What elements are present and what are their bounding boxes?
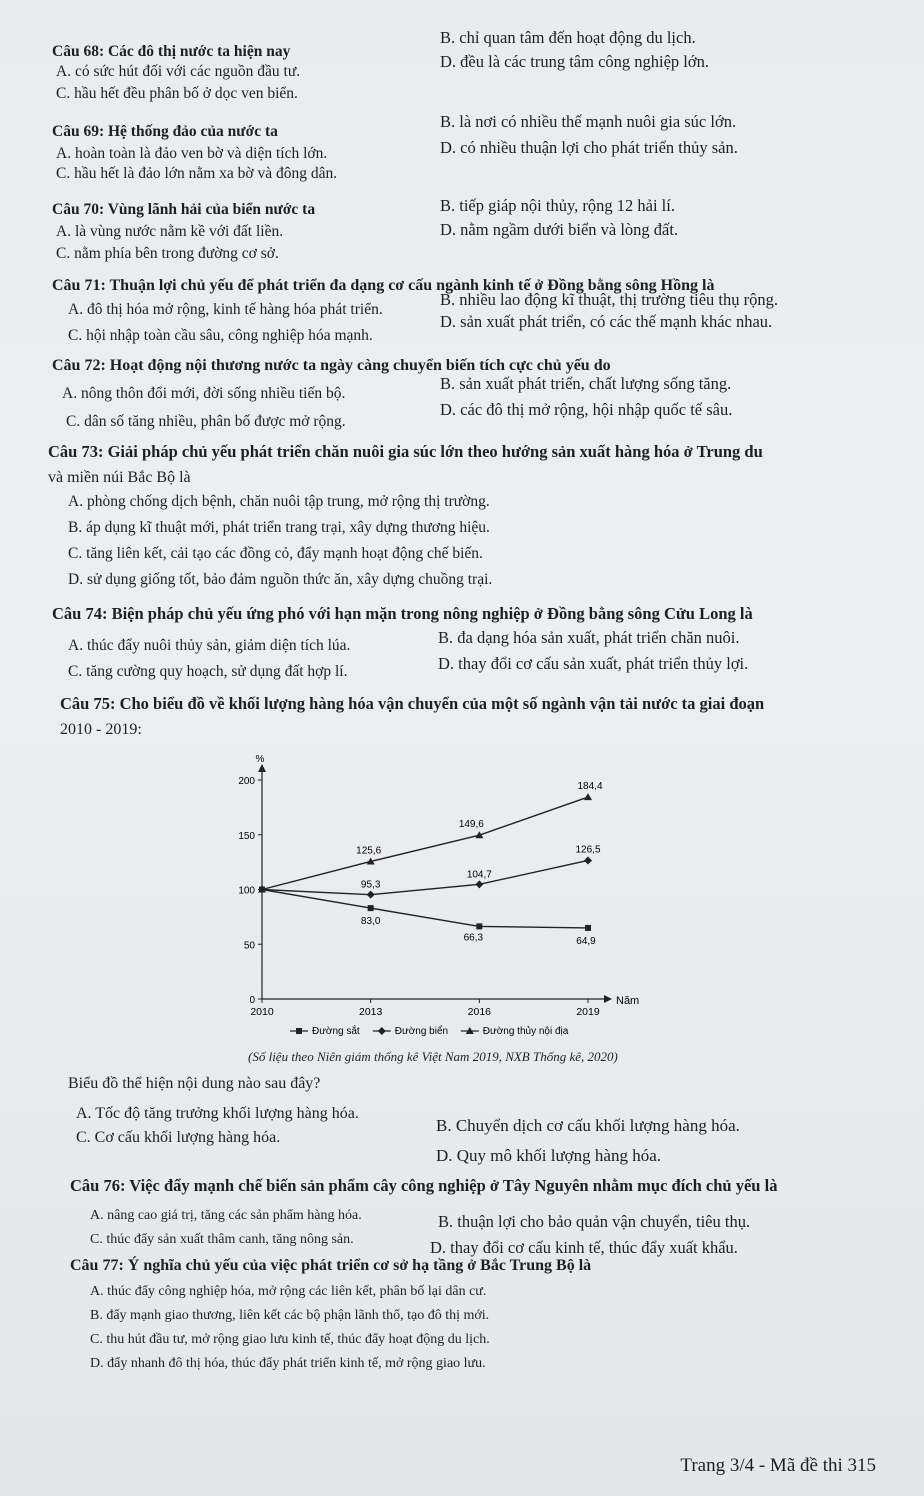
q69-option-a[interactable]: A. hoàn toàn là đảo ven bờ và diện tích lớn.	[56, 145, 328, 162]
q74-option-d[interactable]: D. thay đổi cơ cấu sản xuất, phát triển thủy lợi.	[438, 654, 749, 673]
data-label: 104,7	[466, 869, 492, 881]
x-tick-label: 2010	[250, 1006, 274, 1018]
x-tick-label: 2013	[358, 1006, 383, 1018]
data-label: 184,4	[577, 781, 603, 793]
y-tick-label: 50	[243, 940, 255, 952]
q71-option-a[interactable]: A. đô thị hóa mở rộng, kinh tế hàng hóa phát triển.	[68, 301, 383, 318]
q72-option-d[interactable]: D. các đô thị mở rộng, hội nhập quốc tế sâu.	[440, 400, 733, 419]
y-axis-arrow	[258, 764, 266, 772]
data-label: 83,0	[360, 916, 381, 928]
q70-option-a[interactable]: A. là vùng nước nằm kề với đất liền.	[56, 223, 284, 240]
data-point	[584, 793, 592, 800]
q73-option-c[interactable]: C. tăng liên kết, cải tạo các đồng cỏ, đẩy mạnh hoạt động chế biến.	[68, 545, 483, 562]
q77-option-d[interactable]: D. đẩy nhanh đô thị hóa, thúc đẩy phát triển kinh tế, mở rộng giao lưu.	[90, 1356, 486, 1371]
q72-option-c[interactable]: C. dân số tăng nhiều, phân bố được mở rộng.	[66, 413, 346, 430]
q70-option-c[interactable]: C. nằm phía bên trong đường cơ sở.	[56, 245, 279, 262]
q72-option-b[interactable]: B. sản xuất phát triển, chất lượng sống tăng.	[440, 374, 732, 393]
q76-stem: Câu 76: Việc đẩy mạnh chế biến sản phẩm cây công nghiệp ở Tây Nguyên nhằm mục đích chủ yếu là	[70, 1176, 778, 1195]
q71-option-b[interactable]: B. nhiều lao động kĩ thuật, thị trường tiêu thụ rộng.	[440, 290, 779, 309]
data-point	[368, 905, 374, 911]
q72-stem: Câu 72: Hoạt động nội thương nước ta ngày càng chuyển biến tích cực chủ yếu do	[52, 357, 611, 374]
y-tick-label: 150	[238, 830, 255, 842]
q76-option-a[interactable]: A. nâng cao giá trị, tăng các sản phẩm hàng hóa.	[90, 1208, 362, 1223]
data-label: 125,6	[356, 845, 382, 857]
q71-option-d[interactable]: D. sản xuất phát triển, có các thế mạnh khác nhau.	[440, 312, 773, 331]
legend-label: Đường thủy nội địa	[482, 1026, 569, 1037]
series-line	[262, 890, 588, 928]
x-tick-label: 2019	[576, 1006, 600, 1018]
q75-option-d[interactable]: D. Quy mô khối lượng hàng hóa.	[436, 1146, 662, 1165]
q75-option-b[interactable]: B. Chuyển dịch cơ cấu khối lượng hàng hóa.	[436, 1116, 740, 1135]
q75-question: Biểu đồ thể hiện nội dung nào sau đây?	[68, 1075, 321, 1092]
q68-option-a[interactable]: A. có sức hút đối với các nguồn đầu tư.	[56, 63, 301, 80]
y-axis-unit: %	[255, 755, 265, 765]
q75-stem-cont: 2010 - 2019:	[60, 721, 142, 738]
page-footer: Trang 3/4 - Mã đề thi 315	[680, 1455, 876, 1476]
q74-option-c[interactable]: C. tăng cường quy hoạch, sử dụng đất hợp lí.	[68, 663, 348, 680]
q76-option-c[interactable]: C. thúc đẩy sản xuất thâm canh, tăng nông sản.	[90, 1232, 354, 1247]
x-tick-label: 2016	[467, 1006, 492, 1018]
q72-option-a[interactable]: A. nông thôn đổi mới, đời sống nhiều tiến bộ.	[62, 385, 346, 402]
data-point	[367, 891, 375, 899]
data-point	[476, 923, 482, 929]
data-point	[475, 880, 483, 888]
legend-marker	[296, 1028, 302, 1034]
q73-option-b[interactable]: B. áp dụng kĩ thuật mới, phát triển trang trại, xây dựng thương hiệu.	[68, 519, 490, 536]
data-label: 95,3	[360, 879, 381, 891]
data-label: 126,5	[575, 844, 601, 856]
y-tick-label: 200	[238, 776, 255, 787]
q77-option-b[interactable]: B. đẩy mạnh giao thương, liên kết các bộ phận lãnh thổ, tạo đô thị mới.	[90, 1308, 490, 1323]
data-label: 149,6	[458, 819, 484, 831]
q77-option-c[interactable]: C. thu hút đầu tư, mở rộng giao lưu kinh tế, thúc đẩy hoạt động du lịch.	[90, 1332, 490, 1347]
q70-option-b[interactable]: B. tiếp giáp nội thủy, rộng 12 hải lí.	[440, 196, 675, 215]
data-point	[584, 856, 592, 864]
y-tick-label: 100	[238, 885, 255, 897]
q74-stem: Câu 74: Biện pháp chủ yếu ứng phó với hạn mặn trong nông nghiệp ở Đồng bằng sông Cửu Long là	[52, 604, 753, 623]
q73-stem: Câu 73: Giải pháp chủ yếu phát triển chăn nuôi gia súc lớn theo hướng sản xuất hàng hóa ở Trung du	[48, 442, 763, 461]
q73-stem-cont: và miền núi Bắc Bộ là	[48, 469, 191, 486]
q71-option-c[interactable]: C. hội nhập toàn cầu sâu, công nghiệp hóa mạnh.	[68, 327, 373, 344]
q77-stem: Câu 77: Ý nghĩa chủ yếu của việc phát triển cơ sở hạ tầng ở Bắc Trung Bộ là	[70, 1257, 592, 1274]
series-line	[262, 797, 588, 889]
q76-option-b[interactable]: B. thuận lợi cho bảo quản vận chuyển, tiêu thụ.	[438, 1212, 751, 1231]
q73-option-a[interactable]: A. phòng chống dịch bệnh, chăn nuôi tập trung, mở rộng thị trường.	[68, 493, 490, 510]
chart-source: (Số liệu theo Niên giám thống kê Việt Nam 2019, NXB Thống kê, 2020)	[248, 1049, 618, 1064]
q68-option-b[interactable]: B. chỉ quan tâm đến hoạt động du lịch.	[440, 28, 696, 47]
data-point	[585, 925, 591, 931]
q68-option-d[interactable]: D. đều là các trung tâm công nghiệp lớn.	[440, 52, 709, 71]
q76-option-d[interactable]: D. thay đổi cơ cấu kinh tế, thúc đẩy xuất khẩu.	[430, 1238, 738, 1257]
q74-option-b[interactable]: B. đa dạng hóa sản xuất, phát triển chăn nuôi.	[438, 628, 740, 647]
q69-option-c[interactable]: C. hầu hết là đảo lớn nằm xa bờ và đông dân.	[56, 165, 338, 182]
data-label: 64,9	[576, 935, 596, 947]
q69-option-d[interactable]: D. có nhiều thuận lợi cho phát triển thủy sản.	[440, 138, 738, 157]
q74-option-a[interactable]: A. thúc đẩy nuôi thủy sản, giảm diện tích lúa.	[68, 637, 351, 654]
x-axis-label: Năm	[616, 995, 640, 1007]
q75-option-c[interactable]: C. Cơ cấu khối lượng hàng hóa.	[76, 1129, 281, 1146]
q77-option-a[interactable]: A. thúc đẩy công nghiệp hóa, mở rộng các liên kết, phân bố lại dân cư.	[90, 1284, 487, 1299]
legend-label: Đường sắt	[312, 1026, 360, 1037]
line-chart	[220, 755, 660, 1045]
q70-stem: Câu 70: Vùng lãnh hải của biển nước ta	[52, 201, 316, 218]
q75-stem: Câu 75: Cho biểu đồ về khối lượng hàng hóa vận chuyển của một số ngành vận tải nước ta giai đoạn	[60, 694, 765, 713]
x-axis-arrow	[604, 995, 612, 1003]
q75-option-a[interactable]: A. Tốc độ tăng trưởng khối lượng hàng hóa.	[76, 1105, 359, 1122]
q69-stem: Câu 69: Hệ thống đảo của nước ta	[52, 123, 278, 140]
legend-label: Đường biển	[394, 1026, 449, 1037]
q69-option-b[interactable]: B. là nơi có nhiều thế mạnh nuôi gia súc lớn.	[440, 112, 737, 131]
q70-option-d[interactable]: D. nằm ngầm dưới biển và lòng đất.	[440, 220, 679, 239]
y-tick-label: 0	[249, 995, 255, 1006]
q68-option-c[interactable]: C. hầu hết đều phân bố ở dọc ven biển.	[56, 85, 298, 102]
legend-marker	[378, 1027, 386, 1035]
q73-option-d[interactable]: D. sử dụng giống tốt, bảo đảm nguồn thức ăn, xây dựng chuồng trại.	[68, 571, 493, 588]
q71-stem: Câu 71: Thuận lợi chủ yếu để phát triển đa dạng cơ cấu ngành kinh tế ở Đồng bằng sông Hồng là	[52, 277, 715, 294]
data-label: 66,3	[463, 932, 484, 944]
q68-stem: Câu 68: Các đô thị nước ta hiện nay	[52, 43, 291, 60]
